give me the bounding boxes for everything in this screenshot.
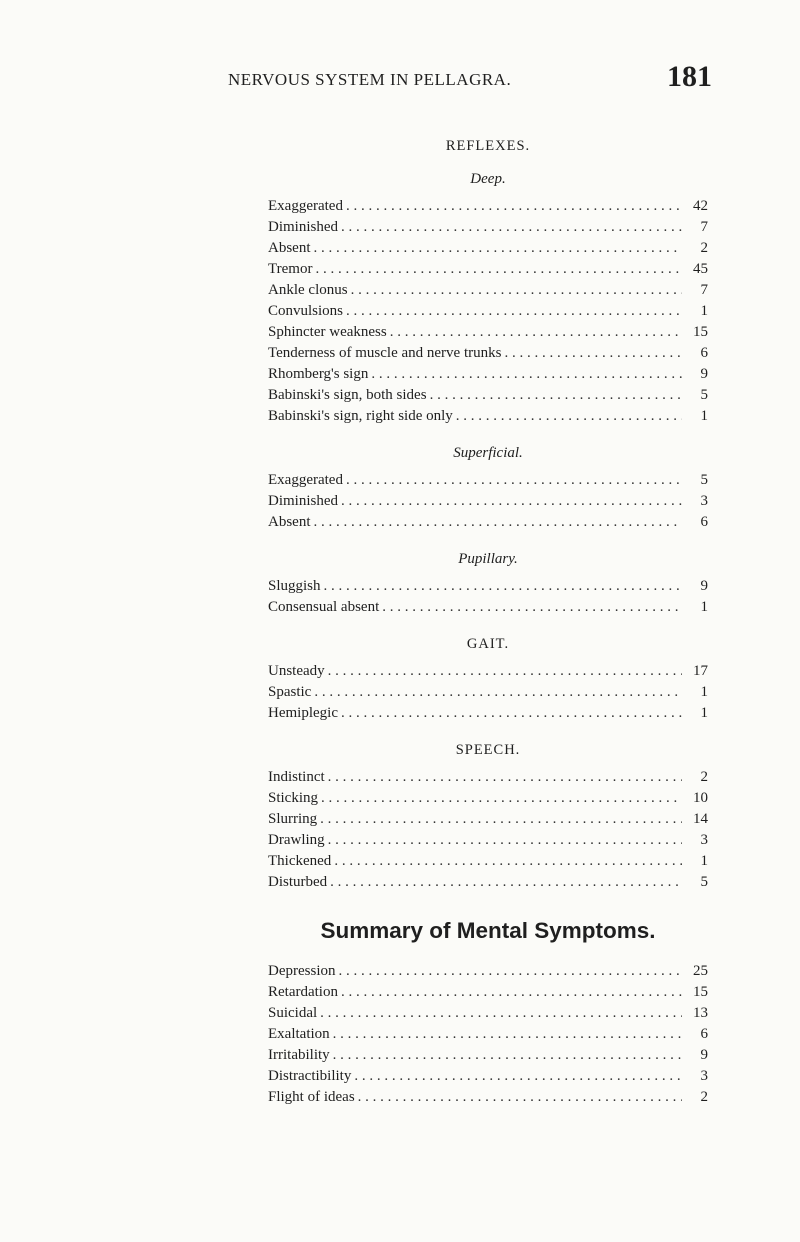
section-title-reflexes: REFLEXES. bbox=[445, 138, 531, 154]
row-label: Indistinct bbox=[268, 769, 325, 785]
row-value: 10 bbox=[693, 790, 708, 806]
row-label: Hemiplegic bbox=[268, 705, 338, 721]
table-row bbox=[268, 322, 708, 343]
table-row bbox=[268, 259, 708, 280]
table-row bbox=[268, 280, 708, 301]
row-value: 7 bbox=[700, 219, 708, 235]
row-value: 17 bbox=[693, 663, 708, 679]
row-value: 2 bbox=[700, 240, 708, 256]
dot-leader bbox=[320, 1003, 682, 1024]
row-label: Irritability bbox=[268, 1047, 330, 1063]
dot-leader bbox=[330, 872, 682, 893]
row-value: 9 bbox=[700, 1047, 708, 1063]
row-label: Ankle clonus bbox=[268, 282, 348, 298]
table-row bbox=[268, 217, 708, 238]
dot-leader bbox=[314, 512, 683, 533]
table-row bbox=[268, 872, 708, 893]
dot-leader bbox=[371, 364, 682, 385]
section-title-gait: GAIT. bbox=[466, 636, 510, 652]
table-row bbox=[268, 491, 708, 512]
list-speech bbox=[268, 767, 708, 893]
dot-leader bbox=[390, 322, 682, 343]
table-row bbox=[268, 364, 708, 385]
dot-leader bbox=[351, 280, 682, 301]
dot-leader bbox=[328, 830, 682, 851]
row-label: Diminished bbox=[268, 493, 338, 509]
table-row bbox=[268, 196, 708, 217]
row-value: 6 bbox=[700, 1026, 708, 1042]
table-row bbox=[268, 1045, 708, 1066]
page-content bbox=[268, 130, 708, 1108]
page-header bbox=[228, 58, 712, 98]
row-value: 15 bbox=[693, 324, 708, 340]
row-label: Drawling bbox=[268, 832, 325, 848]
row-value: 2 bbox=[700, 1089, 708, 1105]
table-row bbox=[268, 301, 708, 322]
list-pupillary-reflexes bbox=[268, 576, 708, 618]
row-value: 25 bbox=[693, 963, 708, 979]
row-value: 2 bbox=[700, 769, 708, 785]
dot-leader bbox=[346, 196, 682, 217]
table-row bbox=[268, 830, 708, 851]
list-gait bbox=[268, 661, 708, 724]
row-label: Retardation bbox=[268, 984, 338, 1000]
row-label: Babinski's sign, right side only bbox=[268, 408, 453, 424]
table-row bbox=[268, 809, 708, 830]
dot-leader bbox=[341, 217, 682, 238]
section-title-mental-summary: Summary of Mental Symptoms. bbox=[320, 918, 656, 943]
list-mental-symptoms bbox=[268, 961, 708, 1108]
row-label: Rhomberg's sign bbox=[268, 366, 369, 382]
row-label: Disturbed bbox=[268, 874, 328, 890]
table-row bbox=[268, 1087, 708, 1108]
table-row bbox=[268, 576, 708, 597]
row-value: 5 bbox=[700, 387, 708, 403]
row-value: 5 bbox=[700, 472, 708, 488]
dot-leader bbox=[334, 851, 682, 872]
row-label: Tremor bbox=[268, 261, 313, 277]
row-value: 42 bbox=[693, 198, 708, 214]
page-number: 181 bbox=[667, 60, 712, 93]
row-label: Spastic bbox=[268, 684, 312, 700]
dot-leader bbox=[354, 1066, 682, 1087]
dot-leader bbox=[324, 576, 682, 597]
row-value: 3 bbox=[700, 493, 708, 509]
row-label: Sluggish bbox=[268, 578, 321, 594]
row-label: Exaggerated bbox=[268, 472, 343, 488]
dot-leader bbox=[346, 301, 682, 322]
row-label: Diminished bbox=[268, 219, 338, 235]
row-label: Convulsions bbox=[268, 303, 344, 319]
subsection-title-pupillary: Pupillary. bbox=[458, 551, 518, 567]
row-value: 1 bbox=[700, 684, 708, 700]
row-value: 1 bbox=[700, 599, 708, 615]
subsection-title-deep: Deep. bbox=[470, 171, 506, 187]
row-label: Thickened bbox=[268, 853, 332, 869]
table-row bbox=[268, 385, 708, 406]
table-row bbox=[268, 1024, 708, 1045]
dot-leader bbox=[333, 1045, 682, 1066]
list-deep-reflexes bbox=[268, 196, 708, 427]
row-value: 5 bbox=[700, 874, 708, 890]
dot-leader bbox=[504, 343, 682, 364]
row-value: 3 bbox=[700, 832, 708, 848]
table-row bbox=[268, 343, 708, 364]
row-value: 7 bbox=[700, 282, 708, 298]
row-value: 45 bbox=[693, 261, 708, 277]
table-row bbox=[268, 703, 708, 724]
dot-leader bbox=[382, 597, 682, 618]
row-label: Slurring bbox=[268, 811, 318, 827]
row-label: Babinski's sign, both sides bbox=[268, 387, 427, 403]
row-label: Sticking bbox=[268, 790, 319, 806]
list-superficial-reflexes bbox=[268, 470, 708, 533]
row-value: 6 bbox=[700, 345, 708, 361]
row-label: Absent bbox=[268, 240, 311, 256]
subsection-title-superficial: Superficial. bbox=[453, 445, 523, 461]
row-value: 14 bbox=[693, 811, 708, 827]
row-value: 1 bbox=[700, 408, 708, 424]
running-title: NERVOUS SYSTEM IN PELLAGRA. bbox=[228, 70, 512, 89]
row-value: 3 bbox=[700, 1068, 708, 1084]
dot-leader bbox=[430, 385, 682, 406]
table-row bbox=[268, 851, 708, 872]
table-row bbox=[268, 406, 708, 427]
table-row bbox=[268, 682, 708, 703]
section-title-speech: SPEECH. bbox=[455, 742, 521, 758]
row-label: Absent bbox=[268, 514, 311, 530]
row-label: Consensual absent bbox=[268, 599, 380, 615]
dot-leader bbox=[346, 470, 682, 491]
dot-leader bbox=[358, 1087, 682, 1108]
dot-leader bbox=[339, 961, 683, 982]
row-label: Suicidal bbox=[268, 1005, 318, 1021]
row-value: 9 bbox=[700, 366, 708, 382]
table-row bbox=[268, 470, 708, 491]
dot-leader bbox=[328, 767, 682, 788]
row-value: 1 bbox=[700, 303, 708, 319]
row-label: Tenderness of muscle and nerve trunks bbox=[268, 345, 502, 361]
table-row bbox=[268, 661, 708, 682]
row-label: Depression bbox=[268, 963, 336, 979]
table-row bbox=[268, 982, 708, 1003]
row-label: Exaggerated bbox=[268, 198, 343, 214]
row-value: 1 bbox=[700, 853, 708, 869]
table-row bbox=[268, 238, 708, 259]
dot-leader bbox=[456, 406, 682, 427]
row-label: Sphincter weakness bbox=[268, 324, 387, 340]
table-row bbox=[268, 1066, 708, 1087]
table-row bbox=[268, 961, 708, 982]
dot-leader bbox=[321, 788, 682, 809]
dot-leader bbox=[314, 238, 683, 259]
row-value: 1 bbox=[700, 705, 708, 721]
table-row bbox=[268, 1003, 708, 1024]
row-value: 6 bbox=[700, 514, 708, 530]
row-value: 15 bbox=[693, 984, 708, 1000]
row-label: Flight of ideas bbox=[268, 1089, 355, 1105]
dot-leader bbox=[314, 682, 682, 703]
table-row bbox=[268, 788, 708, 809]
dot-leader bbox=[328, 661, 682, 682]
dot-leader bbox=[341, 982, 682, 1003]
row-label: Unsteady bbox=[268, 663, 325, 679]
dot-leader bbox=[341, 703, 682, 724]
table-row bbox=[268, 512, 708, 533]
row-value: 13 bbox=[693, 1005, 708, 1021]
dot-leader bbox=[341, 491, 682, 512]
dot-leader bbox=[315, 259, 682, 280]
dot-leader bbox=[333, 1024, 682, 1045]
row-label: Distractibility bbox=[268, 1068, 352, 1084]
dot-leader bbox=[320, 809, 682, 830]
row-value: 9 bbox=[700, 578, 708, 594]
row-label: Exaltation bbox=[268, 1026, 330, 1042]
table-row bbox=[268, 767, 708, 788]
table-row bbox=[268, 597, 708, 618]
